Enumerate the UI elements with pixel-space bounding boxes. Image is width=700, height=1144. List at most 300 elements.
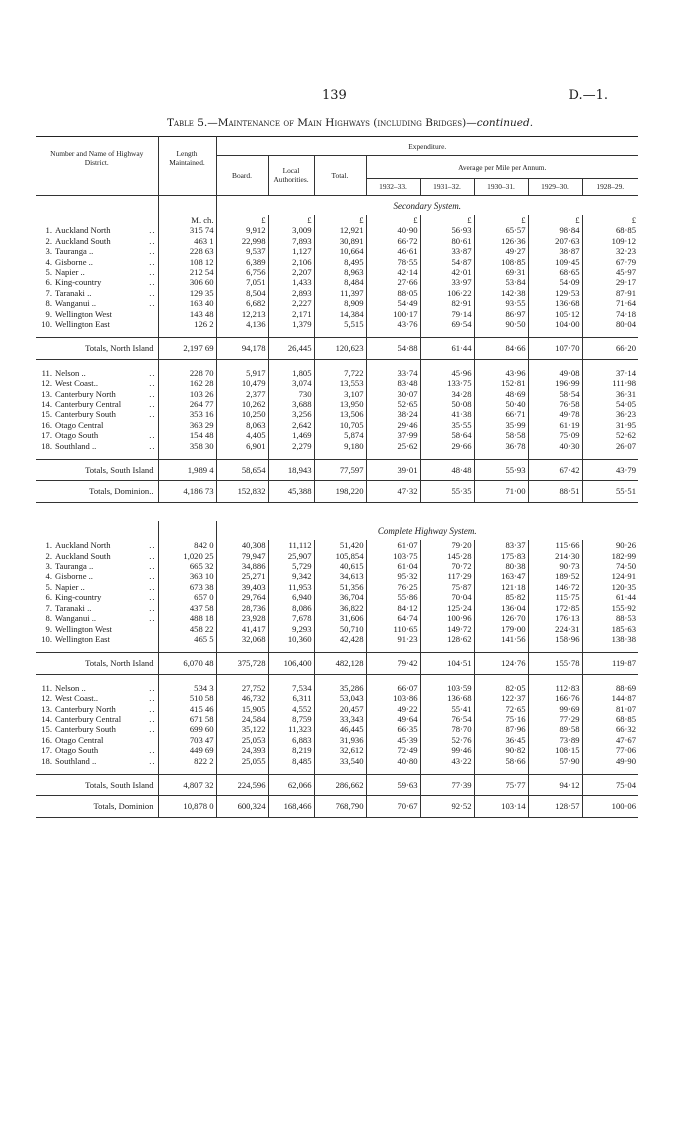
cell-y1: 83·48 (397, 378, 418, 389)
district-name: Southland .. (55, 440, 97, 451)
total-local: 45,388 (287, 486, 312, 497)
cell-y2: 103·59 (447, 682, 472, 693)
cell-y2: 79·14 (451, 308, 472, 319)
district-row (36, 389, 638, 399)
total-board: 58,654 (241, 465, 266, 476)
cell-local: 1,379 (292, 318, 312, 329)
district-number: 5. (45, 266, 52, 277)
cell-y3: 86·97 (505, 308, 526, 319)
cell-y2: 136·68 (447, 693, 472, 704)
cell-y5: 67·79 (615, 256, 636, 267)
cell-total: 3,107 (344, 388, 364, 399)
district-row (36, 592, 638, 602)
page-header (0, 88, 700, 108)
cell-total: 8,909 (344, 298, 364, 309)
cell-y5: 32·23 (615, 246, 636, 257)
cell-total: 33,343 (339, 713, 364, 724)
cell-y2: 106·22 (447, 287, 472, 298)
total-length: 10,878 0 (183, 801, 214, 812)
total-total: 768,790 (335, 801, 364, 812)
cell-y5: 88·53 (615, 613, 636, 624)
cell-y1: 29·46 (397, 419, 418, 430)
cell-y4: 104·00 (555, 318, 580, 329)
cell-y1: 95·32 (397, 571, 418, 582)
district-row (36, 309, 638, 319)
total-total: 286,662 (335, 779, 364, 790)
district-row (36, 613, 638, 623)
cell-y5: 185·63 (611, 623, 636, 634)
cell-y5: 144·87 (611, 693, 636, 704)
cell-y5: 155·92 (611, 602, 636, 613)
cell-y4: 172·85 (555, 602, 580, 613)
cell-total: 51,420 (339, 540, 364, 551)
district-row (36, 561, 638, 571)
unit-miles-chains: M. ch. (191, 214, 214, 225)
district-name: Otago South (55, 745, 99, 756)
cell-y1: 38·24 (397, 409, 418, 420)
district-row (36, 288, 638, 298)
cell-y4: 115·66 (555, 540, 580, 551)
cell-y1: 49·64 (397, 713, 418, 724)
cell-y2: 58·64 (451, 430, 472, 441)
cell-y3: 58·58 (505, 430, 526, 441)
cell-local: 7,534 (292, 682, 312, 693)
cell-y4: 98·84 (559, 225, 580, 236)
leader-dots: .. (149, 550, 156, 561)
totals-row (36, 481, 638, 502)
district-name: Nelson .. (55, 367, 86, 378)
cell-board: 35,122 (241, 724, 266, 735)
cell-length: 162 28 (189, 378, 214, 389)
cell-y3: 82·05 (505, 682, 526, 693)
cell-board: 10,262 (241, 399, 266, 409)
cell-board: 12,213 (241, 308, 266, 319)
cell-y2: 133·75 (447, 378, 472, 389)
leader-dots: .. (149, 388, 156, 399)
cell-board: 4,136 (246, 318, 266, 329)
district-name: Tauranga .. (55, 561, 94, 572)
cell-length: 353 16 (189, 409, 214, 420)
col-local-header: Local Authorities. (268, 156, 314, 196)
leader-dots: .. (149, 540, 156, 551)
cell-y2: 54·87 (451, 256, 472, 267)
cell-length: 673 38 (189, 581, 214, 592)
cell-y2: 52·76 (451, 734, 472, 745)
district-row (36, 724, 638, 734)
total-y3: 103·14 (501, 801, 526, 812)
district-number: 6. (45, 592, 52, 603)
cell-total: 40,615 (339, 561, 364, 572)
total-length: 2,197 69 (183, 343, 214, 354)
cell-y5: 74·18 (615, 308, 636, 319)
cell-y4: 57·90 (559, 755, 580, 766)
cell-local: 1,433 (292, 277, 312, 288)
district-name: King-country (55, 592, 102, 603)
total-y4: 94·12 (559, 779, 580, 790)
table-title (0, 117, 700, 129)
cell-y2: 75·87 (451, 581, 472, 592)
unit-pound: £ (261, 214, 266, 225)
cell-y4: 136·68 (555, 298, 580, 309)
district-name: Canterbury North (55, 703, 116, 714)
cell-board: 7,051 (246, 277, 266, 288)
district-number: 1. (45, 540, 52, 551)
cell-local: 730 (298, 388, 312, 399)
cell-length: 264 77 (189, 399, 214, 409)
cell-length: 126 2 (194, 318, 214, 329)
district-row (36, 441, 638, 451)
cell-board: 10,479 (241, 378, 266, 389)
cell-y2: 145·28 (447, 550, 472, 561)
cell-y2: 79·20 (451, 540, 472, 551)
cell-board: 41,417 (241, 623, 266, 634)
cell-y5: 52·62 (615, 430, 636, 441)
col-average-header: Average per Mile per Annum. (366, 156, 638, 179)
unit-pound: £ (575, 214, 580, 225)
total-y5: 66·20 (615, 343, 636, 354)
cell-y5: 45·97 (615, 266, 636, 277)
district-name: Canterbury Central (55, 399, 122, 409)
cell-y5: 90·26 (615, 540, 636, 551)
district-name: Wellington East (55, 318, 110, 329)
cell-y1: 61·07 (397, 540, 418, 551)
totals-row (36, 653, 638, 674)
cell-board: 6,682 (246, 298, 266, 309)
totals-label: Totals, South Island (85, 465, 154, 476)
district-row (36, 704, 638, 714)
total-length: 4,186 73 (183, 486, 214, 497)
cell-y5: 37·14 (615, 367, 636, 378)
leader-dots: .. (149, 592, 156, 603)
cell-y3: 50·40 (505, 399, 526, 409)
cell-y2: 78·70 (451, 724, 472, 735)
district-number: 14. (41, 713, 52, 724)
cell-y2: 80·61 (451, 235, 472, 246)
leader-dots: .. (149, 682, 156, 693)
cell-y2: 117·29 (447, 571, 472, 582)
cell-length: 534 3 (194, 682, 214, 693)
cell-y3: 141·56 (501, 633, 526, 644)
cell-y5: 54·05 (615, 399, 636, 409)
district-number: 3. (45, 246, 52, 257)
cell-y1: 91·23 (397, 633, 418, 644)
cell-board: 23,928 (241, 613, 266, 624)
total-y1: 54·88 (397, 343, 418, 354)
cell-y1: 72·49 (397, 745, 418, 756)
cell-board: 39,403 (241, 581, 266, 592)
cell-y2: 70·72 (451, 561, 472, 572)
cell-total: 5,515 (344, 318, 364, 329)
cell-local: 8,086 (292, 602, 312, 613)
cell-y5: 80·04 (615, 318, 636, 329)
cell-board: 6,389 (246, 256, 266, 267)
cell-y1: 78·55 (397, 256, 418, 267)
unit-pound: £ (521, 214, 526, 225)
cell-y3: 80·38 (505, 561, 526, 572)
cell-y5: 68·85 (615, 713, 636, 724)
cell-total: 20,457 (339, 703, 364, 714)
district-name: Southland .. (55, 755, 97, 766)
leader-dots: .. (149, 724, 156, 735)
cell-board: 9,912 (246, 225, 266, 236)
cell-length: 665 32 (189, 561, 214, 572)
district-row (36, 571, 638, 581)
cell-y3: 35·99 (505, 419, 526, 430)
leader-dots: .. (149, 367, 156, 378)
cell-y1: 84·12 (397, 602, 418, 613)
cell-length: 671 58 (189, 713, 214, 724)
document-reference: D.—1. (568, 88, 608, 103)
cell-local: 6,883 (292, 734, 312, 745)
cell-y1: 37·99 (397, 430, 418, 441)
cell-y4: 196·99 (555, 378, 580, 389)
cell-local: 2,207 (292, 266, 312, 277)
total-length: 1,989 4 (187, 465, 214, 476)
total-y4: 88·51 (559, 486, 580, 497)
totals-row (36, 460, 638, 481)
cell-board: 25,055 (241, 755, 266, 766)
cell-y3: 58·66 (505, 755, 526, 766)
total-y5: 55·51 (615, 486, 636, 497)
cell-total: 8,963 (344, 266, 364, 277)
district-number: 17. (41, 745, 52, 756)
district-row (36, 246, 638, 256)
total-y2: 92·52 (451, 801, 472, 812)
district-number: 9. (45, 623, 52, 634)
cell-y4: 105·12 (555, 308, 580, 319)
total-y5: 100·06 (611, 801, 636, 812)
col-length-header: Length Maintained. (158, 137, 216, 179)
col-year-1931-32: 1931–32. (420, 179, 474, 196)
cell-y3: 126·36 (501, 235, 526, 246)
cell-y4: 40·30 (559, 440, 580, 451)
leader-dots: .. (149, 298, 156, 309)
cell-y3: 108·85 (501, 256, 526, 267)
total-y2: 61·44 (451, 343, 472, 354)
cell-total: 46,445 (339, 724, 364, 735)
cell-y5: 47·67 (615, 734, 636, 745)
district-name: Auckland South (55, 235, 111, 246)
cell-length: 437 58 (189, 602, 214, 613)
cell-y1: 103·86 (393, 693, 418, 704)
district-number: 1. (45, 225, 52, 236)
cell-local: 8,485 (292, 755, 312, 766)
cell-y2: 56·93 (451, 225, 472, 236)
totals-row (36, 338, 638, 359)
cell-y3: 142·38 (501, 287, 526, 298)
cell-y4: 90·73 (559, 561, 580, 572)
district-row (36, 378, 638, 388)
cell-board: 6,901 (246, 440, 266, 451)
leader-dots: .. (149, 225, 156, 236)
district-row (36, 745, 638, 755)
cell-length: 1,020 25 (183, 550, 214, 561)
cell-local: 2,893 (292, 287, 312, 298)
col-expenditure-header: Expenditure. (216, 137, 638, 156)
cell-total: 5,874 (344, 430, 364, 441)
cell-board: 15,905 (241, 703, 266, 714)
cell-total: 32,612 (339, 745, 364, 756)
col-year-1930-31: 1930–31. (474, 179, 528, 196)
cell-y1: 66·07 (397, 682, 418, 693)
cell-board: 6,756 (246, 266, 266, 277)
cell-y3: 49·27 (505, 246, 526, 257)
total-y4: 128·57 (555, 801, 580, 812)
total-y1: 39·01 (397, 465, 418, 476)
unit-pound: £ (359, 214, 364, 225)
cell-y1: 42·14 (397, 266, 418, 277)
district-number: 7. (45, 602, 52, 613)
district-name: Taranaki .. (55, 602, 92, 613)
cell-length: 363 29 (189, 419, 214, 430)
cell-y2: 70·04 (451, 592, 472, 603)
cell-local: 9,342 (292, 571, 312, 582)
district-name: Napier .. (55, 581, 85, 592)
district-row (36, 257, 638, 267)
district-row (36, 420, 638, 430)
district-name: Gisborne .. (55, 256, 93, 267)
cell-y5: 71·64 (615, 298, 636, 309)
leader-dots: .. (149, 409, 156, 420)
cell-y5: 88·69 (615, 682, 636, 693)
cell-y5: 68·85 (615, 225, 636, 236)
cell-y2: 76·54 (451, 713, 472, 724)
cell-y3: 87·96 (505, 724, 526, 735)
district-number: 14. (41, 399, 52, 409)
cell-total: 31,606 (339, 613, 364, 624)
cell-total: 53,043 (339, 693, 364, 704)
district-row (36, 236, 638, 246)
cell-y4: 115·75 (555, 592, 580, 603)
leader-dots: .. (149, 287, 156, 298)
cell-y2: 41·38 (451, 409, 472, 420)
cell-y4: 166·76 (555, 693, 580, 704)
cell-y1: 49·22 (397, 703, 418, 714)
cell-y5: 124·91 (611, 571, 636, 582)
cell-y3: 179·00 (501, 623, 526, 634)
district-number: 4. (45, 256, 52, 267)
district-name: Otago South (55, 430, 99, 441)
cell-y2: 42·01 (451, 266, 472, 277)
cell-local: 2,642 (292, 419, 312, 430)
cell-length: 488 18 (189, 613, 214, 624)
total-total: 120,623 (335, 343, 364, 354)
cell-y3: 48·69 (505, 388, 526, 399)
cell-y1: 76·25 (397, 581, 418, 592)
cell-board: 79,947 (241, 550, 266, 561)
cell-local: 6,940 (292, 592, 312, 603)
col-year-1929-30: 1929–30. (528, 179, 582, 196)
district-row (36, 735, 638, 745)
leader-dots: .. (149, 602, 156, 613)
total-y2: 104·51 (447, 658, 472, 669)
cell-y3: 83·37 (505, 540, 526, 551)
total-y2: 77·39 (451, 779, 472, 790)
cell-y2: 33·87 (451, 246, 472, 257)
leader-dots: .. (149, 246, 156, 257)
cell-y4: 214·30 (555, 550, 580, 561)
cell-y1: 110·65 (393, 623, 418, 634)
cell-total: 13,950 (339, 399, 364, 409)
table-body (36, 195, 638, 817)
cell-local: 1,127 (292, 246, 312, 257)
cell-y1: 88·05 (397, 287, 418, 298)
cell-total: 10,705 (339, 419, 364, 430)
leader-dots: .. (149, 571, 156, 582)
cell-local: 9,293 (292, 623, 312, 634)
cell-y5: 26·07 (615, 440, 636, 451)
cell-y2: 35·55 (451, 419, 472, 430)
cell-length: 212 54 (189, 266, 214, 277)
district-number: 2. (45, 235, 52, 246)
district-name: Auckland North (55, 540, 111, 551)
totals-label: Totals, North Island (85, 343, 154, 354)
table-title-main: Table 5.—Maintenance of Main Highways (including Bridges)— (166, 117, 477, 129)
cell-length: 228 70 (189, 367, 214, 378)
leader-dots: .. (149, 378, 156, 389)
cell-y4: 76·58 (559, 399, 580, 409)
cell-y5: 74·50 (615, 561, 636, 572)
district-number: 15. (41, 409, 52, 420)
leader-dots: .. (149, 581, 156, 592)
total-board: 375,728 (237, 658, 266, 669)
district-name: Canterbury Central (55, 713, 122, 724)
cell-local: 4,552 (292, 703, 312, 714)
total-y1: 59·63 (397, 779, 418, 790)
cell-length: 458 22 (189, 623, 214, 634)
leader-dots: .. (149, 277, 156, 288)
cell-y5: 87·91 (615, 287, 636, 298)
cell-local: 1,469 (292, 430, 312, 441)
leader-dots: .. (149, 430, 156, 441)
cell-length: 363 10 (189, 571, 214, 582)
cell-y2: 99·46 (451, 745, 472, 756)
cell-total: 9,180 (344, 440, 364, 451)
total-y2: 55·35 (451, 486, 472, 497)
cell-y4: 58·54 (559, 388, 580, 399)
district-number: 16. (41, 734, 52, 745)
cell-y3: 43·96 (505, 367, 526, 378)
cell-length: 703 47 (189, 734, 214, 745)
cell-y1: 33·74 (397, 367, 418, 378)
col-district-header: Number and Name of Highway District. (50, 148, 144, 167)
cell-y5: 138·38 (611, 633, 636, 644)
cell-y3: 122·37 (501, 693, 526, 704)
cell-y3: 69·31 (505, 266, 526, 277)
district-number: 11. (41, 367, 52, 378)
total-local: 106,400 (283, 658, 312, 669)
cell-local: 2,106 (292, 256, 312, 267)
cell-y1: 100·17 (393, 308, 418, 319)
district-number: 2. (45, 550, 52, 561)
district-row (36, 430, 638, 440)
total-y5: 119·87 (611, 658, 636, 669)
district-row (36, 409, 638, 419)
district-row (36, 540, 638, 550)
cell-y1: 45·39 (397, 734, 418, 745)
leader-dots: .. (149, 440, 156, 451)
leader-dots: .. (149, 745, 156, 756)
district-number: 12. (41, 693, 52, 704)
district-name: Wellington West (55, 308, 112, 319)
cell-total: 13,506 (339, 409, 364, 420)
total-y3: 55·93 (505, 465, 526, 476)
page-number: 139 (322, 88, 347, 103)
cell-y3: 90·50 (505, 318, 526, 329)
district-name: Wanganui .. (55, 298, 97, 309)
cell-y2: 100·96 (447, 613, 472, 624)
cell-board: 29,764 (241, 592, 266, 603)
